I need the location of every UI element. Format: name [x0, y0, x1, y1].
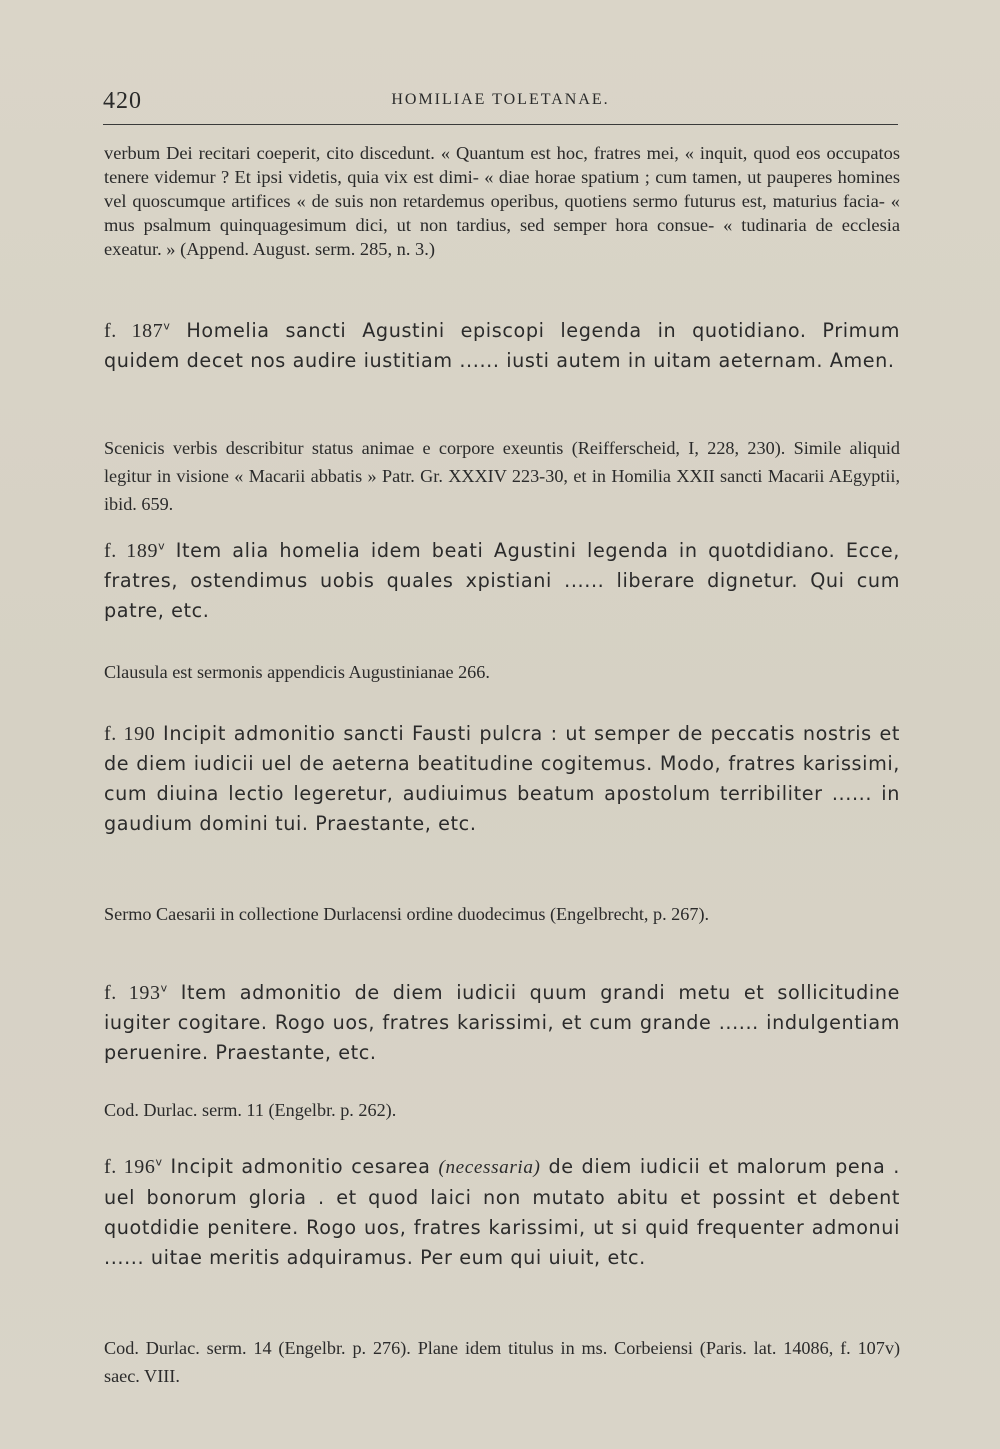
running-title: HOMILIAE TOLETANAE.	[391, 91, 610, 108]
entry-text: de diem iudicii et malorum pena . uel bonorum gloria . et quod laici non mutato abitu et possint et debent quotdidie penitere. Rogo uos, fratres karissimi, ut si quid frequenter admonui ...... uitae meritis adquiramus. Per eum qui uiuit, etc.	[104, 1155, 901, 1269]
entry-text: Incipit admonitio sancti Fausti pulcra : ut semper de peccatis nostris et de diem iudicii uel de aeterna beatitudine cogitemus. Modo, fratres karissimi, cum diuina lectio legeretur, audiuimus beatum apostolum terribiliter ...... in gaudium domini tui. Praestante, etc.	[104, 722, 900, 835]
folio-verso-mark: v	[155, 1155, 163, 1169]
folio-ref: f. 190	[104, 723, 156, 745]
editorial-note-193: Cod. Durlac. serm. 11 (Engelbr. p. 262).	[104, 1100, 397, 1120]
editorial-note-189: Clausula est sermonis appendicis Augustinianae 266.	[104, 662, 490, 682]
editorial-note-187: Scenicis verbis describitur status animae e corpore exeuntis (Reifferscheid, I, 228, 230). Simile aliquid legitur in visione « Macarii abbatis » Patr. Gr. XXXIV 223-30, et in Homilia XXII sancti Macarii AEgyptii, ibid. 659.	[104, 438, 900, 514]
folio-ref: f. 193	[104, 982, 161, 1004]
header-rule	[103, 124, 898, 125]
entry-text: Incipit admonitio cesarea	[162, 1155, 439, 1178]
manuscript-entry-196	[104, 1152, 900, 1273]
folio-ref: f. 187	[104, 320, 164, 342]
manuscript-entry-193	[104, 978, 900, 1068]
folio-verso-mark: v	[160, 981, 168, 995]
entry-text: Item alia homelia idem beati Agustini legenda in quotdidiano. Ecce, fratres, ostendimus uobis quales xpistiani ...... liberare dignetur. Qui cum patre, etc.	[104, 539, 900, 622]
entry-text: Item admonitio de diem iudicii quum grandi metu et sollicitudine iugiter cogitare. Rogo uos, fratres karissimi, et cum grande ...... indulgentiam peruenire. Praestante, etc.	[104, 981, 900, 1064]
quote-block: verbum Dei recitari coeperit, cito discedunt. « Quantum est hoc, fratres mei, « inquit, quod eos occupatos tenere videmur ? Et ipsi videtis, quia vix est dimi- « diae horae spatium ; cum tamen, ut pauperes homines vel quoscumque artifices « de suis non retardemus operibus, quotiens sermo futurus est, maturius facia- « mus psalmum quinquagesimum dici, ut non tardius, sed semper hora consue- « tudinaria de ecclesia exeatur. » (Append. August. serm. 285, n. 3.)	[104, 143, 900, 259]
page-number: 420	[103, 88, 142, 114]
folio-verso-mark: v	[158, 539, 166, 553]
folio-ref: f. 189	[104, 540, 159, 562]
manuscript-entry-187	[104, 316, 900, 376]
manuscript-entry-190	[104, 719, 900, 839]
editorial-note-190: Sermo Caesarii in collectione Durlacensi ordine duodecimus (Engelbrecht, p. 267).	[104, 904, 710, 924]
entry-text: Homelia sancti Agustini episcopi legenda in quotidiano. Primum quidem decet nos audire iustitiam ...... iusti autem in uitam aeternam. Amen.	[104, 319, 900, 372]
page-header	[103, 88, 898, 118]
italic-word: (necessaria)	[438, 1157, 541, 1178]
manuscript-entry-189	[104, 536, 900, 626]
folio-verso-mark: v	[163, 319, 171, 333]
editorial-note-196: Cod. Durlac. serm. 14 (Engelbr. p. 276). Plane idem titulus in ms. Corbeiensi (Paris. lat. 14086, f. 107v) saec. VIII.	[104, 1338, 900, 1386]
folio-ref: f. 196	[104, 1156, 156, 1178]
